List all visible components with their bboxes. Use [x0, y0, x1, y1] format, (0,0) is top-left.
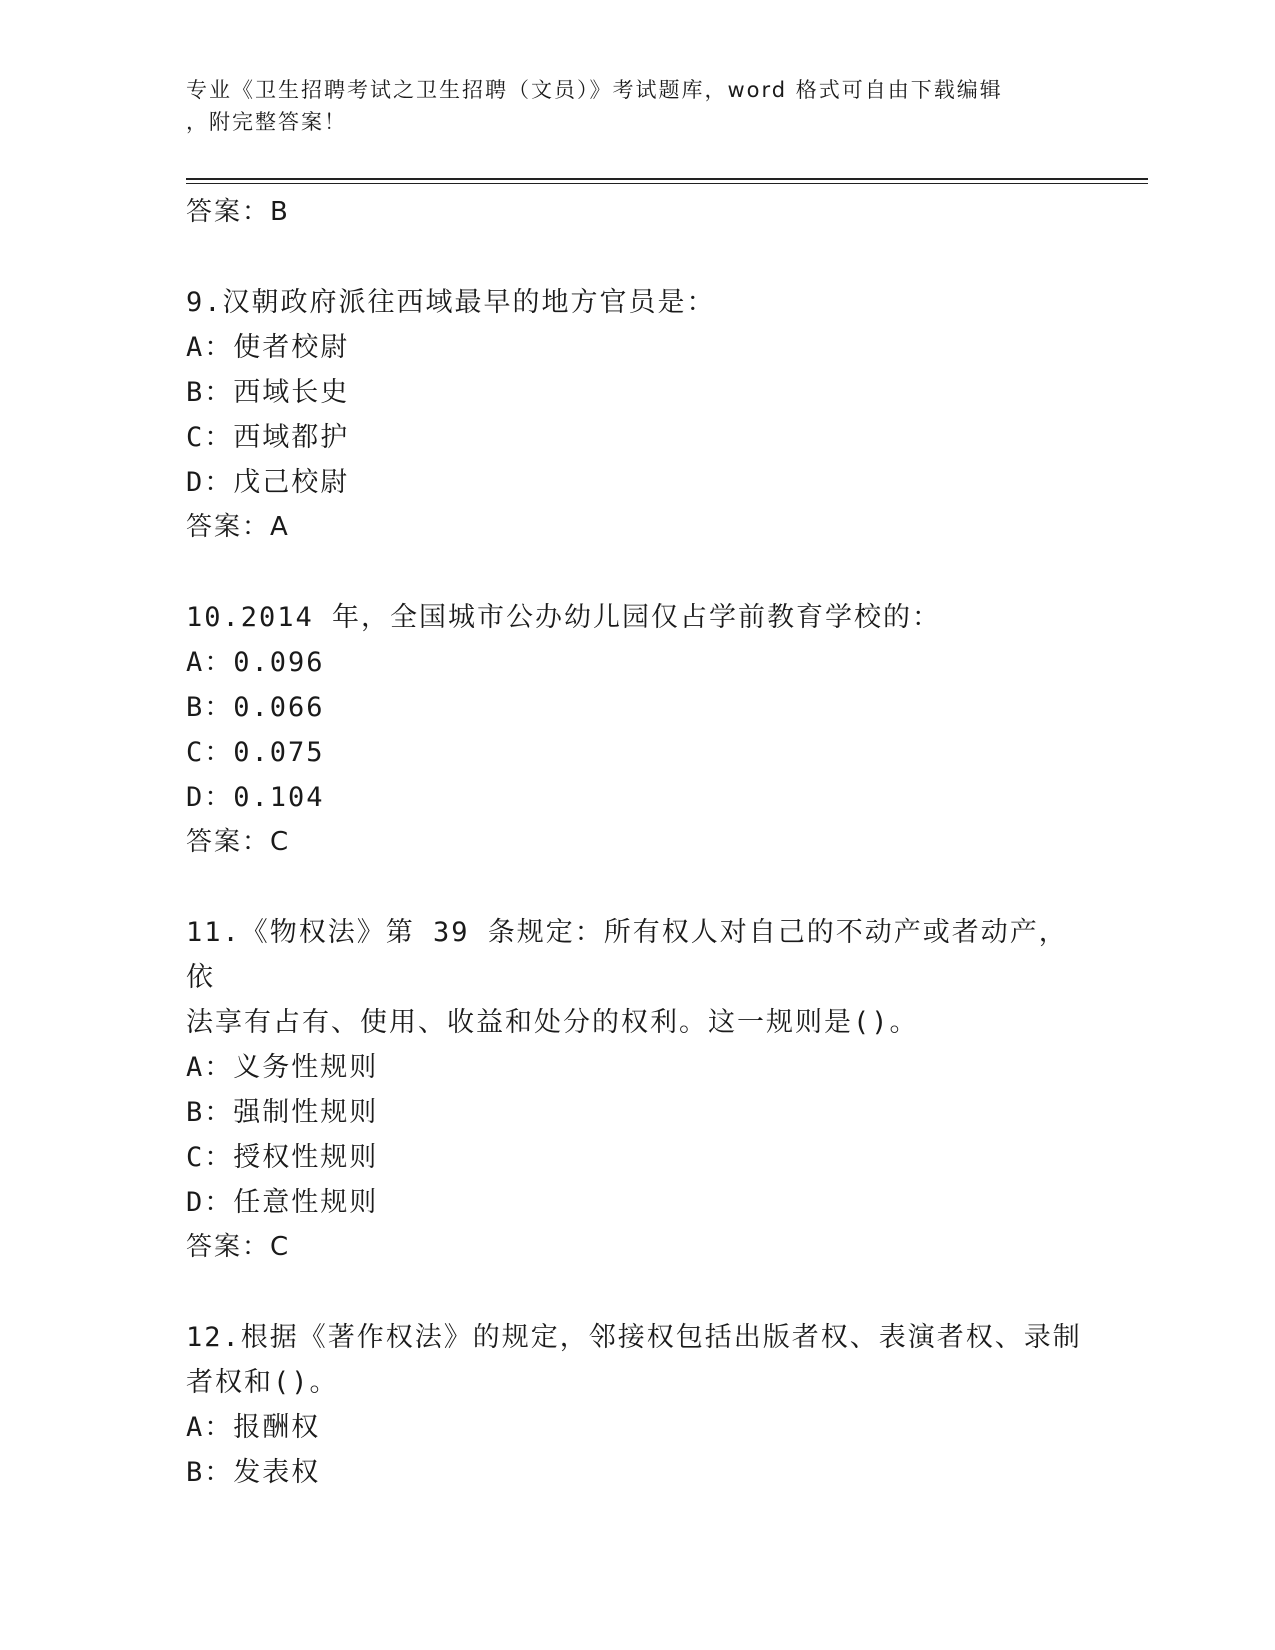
option-a: A：使者校尉: [186, 332, 350, 363]
question-list: [186, 190, 1086, 1495]
question-11: [186, 910, 1086, 1270]
option-b: B：0.066: [186, 692, 325, 723]
question-text: 10.2014 年，全国城市公办幼儿园仅占学前教育学校的：: [186, 602, 942, 633]
option-b: B：西域长史: [186, 377, 350, 408]
question-text: 9.汉朝政府派往西域最早的地方官员是：: [186, 287, 716, 318]
question-text-line-2: 法享有占有、使用、收益和处分的权利。这一规则是()。: [186, 1007, 919, 1038]
header-line-2: ，附完整答案！: [186, 110, 347, 134]
header-line-1: 专业《卫生招聘考试之卫生招聘（文员）》考试题库，word 格式可自由下载编辑: [186, 78, 1003, 102]
page-header: [186, 74, 1086, 138]
answer-line: 答案：A: [186, 512, 290, 542]
answer-line: 答案：B: [186, 197, 290, 227]
option-b: B：发表权: [186, 1457, 321, 1488]
answer-line: 答案：C: [186, 827, 291, 857]
question-text-line-1: 12.根据《著作权法》的规定，邻接权包括出版者权、表演者权、录制: [186, 1322, 1082, 1353]
question-text-line-1: 11.《物权法》第 39 条规定：所有权人对自己的不动产或者动产，依: [186, 917, 1068, 993]
option-a: A：报酬权: [186, 1412, 321, 1443]
option-d: D：任意性规则: [186, 1187, 379, 1218]
option-d: D：戊己校尉: [186, 467, 350, 498]
option-a: A：0.096: [186, 647, 325, 678]
option-c: C：西域都护: [186, 422, 350, 453]
option-a: A：义务性规则: [186, 1052, 379, 1083]
question-9: [186, 280, 1086, 550]
option-b: B：强制性规则: [186, 1097, 379, 1128]
question-text-line-2: 者权和()。: [186, 1367, 339, 1398]
option-d: D：0.104: [186, 782, 325, 813]
header-divider: [186, 178, 1148, 184]
option-c: C：0.075: [186, 737, 325, 768]
option-c: C：授权性规则: [186, 1142, 379, 1173]
question-10: [186, 595, 1086, 865]
question-12: [186, 1315, 1086, 1495]
answer-line: 答案：C: [186, 1232, 291, 1262]
